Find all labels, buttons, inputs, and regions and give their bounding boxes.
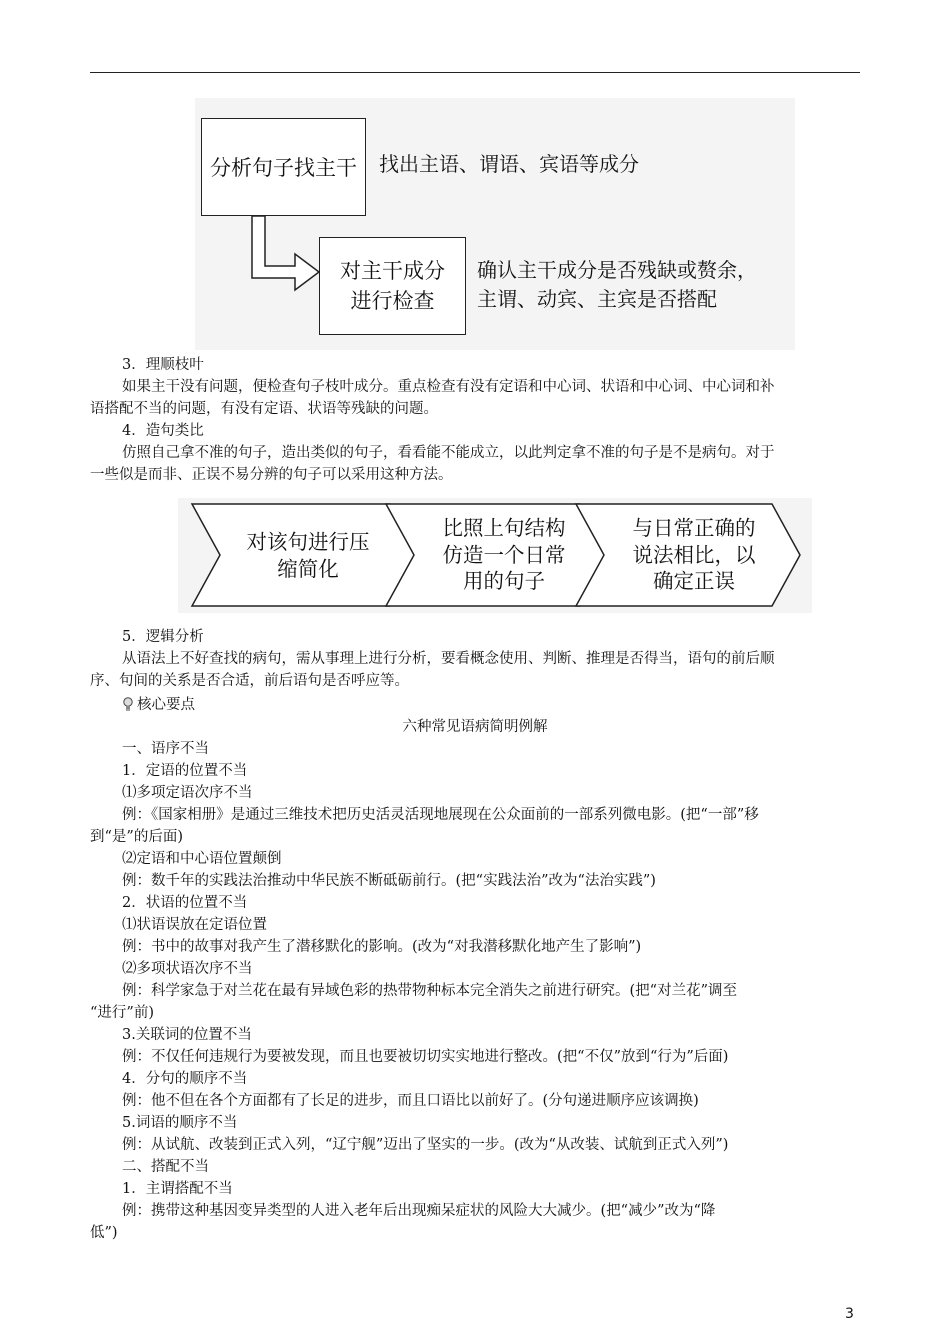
paragraph-line: 到“是”的后面) bbox=[90, 829, 183, 845]
chevron-process-figure bbox=[178, 498, 812, 613]
section-heading: 5．逻辑分析 bbox=[122, 629, 204, 645]
step-box-check-trunk bbox=[319, 237, 466, 335]
paragraph-line: 一些似是而非、正误不易分辨的句子可以采用这种方法。 bbox=[90, 467, 453, 483]
annotation-find-components: 找出主语、谓语、宾语等成分 bbox=[379, 152, 639, 176]
paragraph-line: 1．主谓搭配不当 bbox=[122, 1181, 233, 1197]
paragraph-line: 例：携带这种基因变异类型的人进入老年后出现痴呆症状的风险大大减少。(把“减少”改为“降 bbox=[122, 1203, 716, 1219]
paragraph-line: “进行”前) bbox=[90, 1005, 154, 1021]
paragraph-line: 例：不仅任何违规行为要被发现，而且也要被切切实实地进行整改。(把“不仅”放到“行为”后面) bbox=[122, 1049, 729, 1065]
chevron-text-line: 用的句子 bbox=[463, 569, 545, 594]
paragraph-line: 序、句间的关系是否合适，前后语句是否呼应等。 bbox=[90, 673, 409, 689]
annotation-confirm-components bbox=[477, 256, 757, 314]
chevron-step-1-text bbox=[233, 529, 383, 582]
page-number: 3 bbox=[845, 1306, 854, 1322]
paragraph-line: 2．状语的位置不当 bbox=[122, 895, 248, 911]
paragraph-line: 仿照自己拿不准的句子，造出类似的句子，看看能不能成立，以此判定拿不准的句子是不是病句。对于 bbox=[122, 445, 775, 461]
chevron-text-line: 说法相比，以 bbox=[632, 542, 756, 567]
flow-figure-main-trunk bbox=[195, 98, 795, 350]
box-label: 分析句子找主干 bbox=[210, 156, 357, 180]
paragraph-line: 一、语序不当 bbox=[122, 741, 209, 757]
paragraph-line: 例：《国家相册》是通过三维技术把历史活灵活现地展现在公众面前的一部系列微电影。(把“一部”移 bbox=[122, 807, 759, 823]
paragraph-line: 低”) bbox=[90, 1225, 118, 1241]
paragraph-line: 例：从试航、改装到正式入列，“辽宁舰”迈出了坚实的一步。(改为“从改装、试航到正式入列”) bbox=[122, 1137, 729, 1153]
chevron-text-line: 缩简化 bbox=[277, 556, 339, 581]
chevron-text-line: 比照上句结构 bbox=[442, 516, 566, 540]
paragraph-line: 从语法上不好查找的病句，需从事理上进行分析，要看概念使用、判断、推理是否得当，语句的前后顺 bbox=[122, 651, 775, 667]
paragraph-line: 4．分句的顺序不当 bbox=[122, 1071, 248, 1087]
chevron-step-3-text bbox=[614, 515, 774, 595]
section-heading: 3．理顺枝叶 bbox=[122, 357, 204, 373]
paragraph-line: 1．定语的位置不当 bbox=[122, 763, 248, 779]
paragraph-line: 3.关联词的位置不当 bbox=[122, 1027, 252, 1043]
paragraph-line: 例：他不但在各个方面都有了长足的进步，而且口语比以前好了。(分句递进顺序应该调换) bbox=[122, 1093, 699, 1109]
paragraph-line: 例：科学家急于对兰花在最有异域色彩的热带物种标本完全消失之前进行研究。(把“对兰花”调至 bbox=[122, 983, 737, 999]
box-label: 对主干成分 bbox=[340, 258, 445, 283]
section-title: 六种常见语病简明例解 bbox=[402, 719, 548, 735]
key-points-heading bbox=[122, 694, 860, 716]
annotation-line: 主谓、动宾、主宾是否搭配 bbox=[477, 287, 717, 311]
header-rule bbox=[90, 72, 860, 73]
paragraph-line: ⑵定语和中心语位置颠倒 bbox=[122, 851, 282, 867]
chevron-text-line: 确定正误 bbox=[653, 569, 735, 594]
paragraph-line: 例：书中的故事对我产生了潜移默化的影响。(改为“对我潜移默化地产生了影响”) bbox=[122, 939, 642, 955]
paragraph-line: ⑵多项状语次序不当 bbox=[122, 961, 253, 977]
box-label: 进行检查 bbox=[350, 289, 435, 313]
paragraph-line: 5.词语的顺序不当 bbox=[122, 1115, 238, 1131]
paragraph-line: 例：数千年的实践法治推动中华民族不断砥砺前行。(把“实践法治”改为“法治实践”) bbox=[122, 873, 656, 889]
chevron-text-line: 仿造一个日常 bbox=[442, 542, 566, 567]
paragraph-line: 二、搭配不当 bbox=[122, 1159, 209, 1175]
paragraph-line: ⑴状语误放在定语位置 bbox=[122, 917, 267, 933]
lightbulb-icon bbox=[122, 697, 134, 711]
key-points-label: 核心要点 bbox=[137, 697, 195, 713]
chevron-text-line: 与日常正确的 bbox=[632, 516, 756, 540]
paragraph-line: 如果主干没有问题，便检查句子枝叶成分。重点检查有没有定语和中心词、状语和中心词、中心词和补 bbox=[122, 379, 775, 395]
chevron-step-2-text bbox=[424, 515, 584, 595]
step-box-find-trunk bbox=[201, 118, 366, 216]
chevron-text-line: 对该句进行压 bbox=[246, 530, 370, 554]
paragraph-line: ⑴多项定语次序不当 bbox=[122, 785, 253, 801]
paragraph-line: 语搭配不当的问题，有没有定语、状语等残缺的问题。 bbox=[90, 401, 438, 417]
section-heading: 4．造句类比 bbox=[122, 423, 204, 439]
annotation-line: 确认主干成分是否残缺或赘余， bbox=[477, 258, 757, 282]
